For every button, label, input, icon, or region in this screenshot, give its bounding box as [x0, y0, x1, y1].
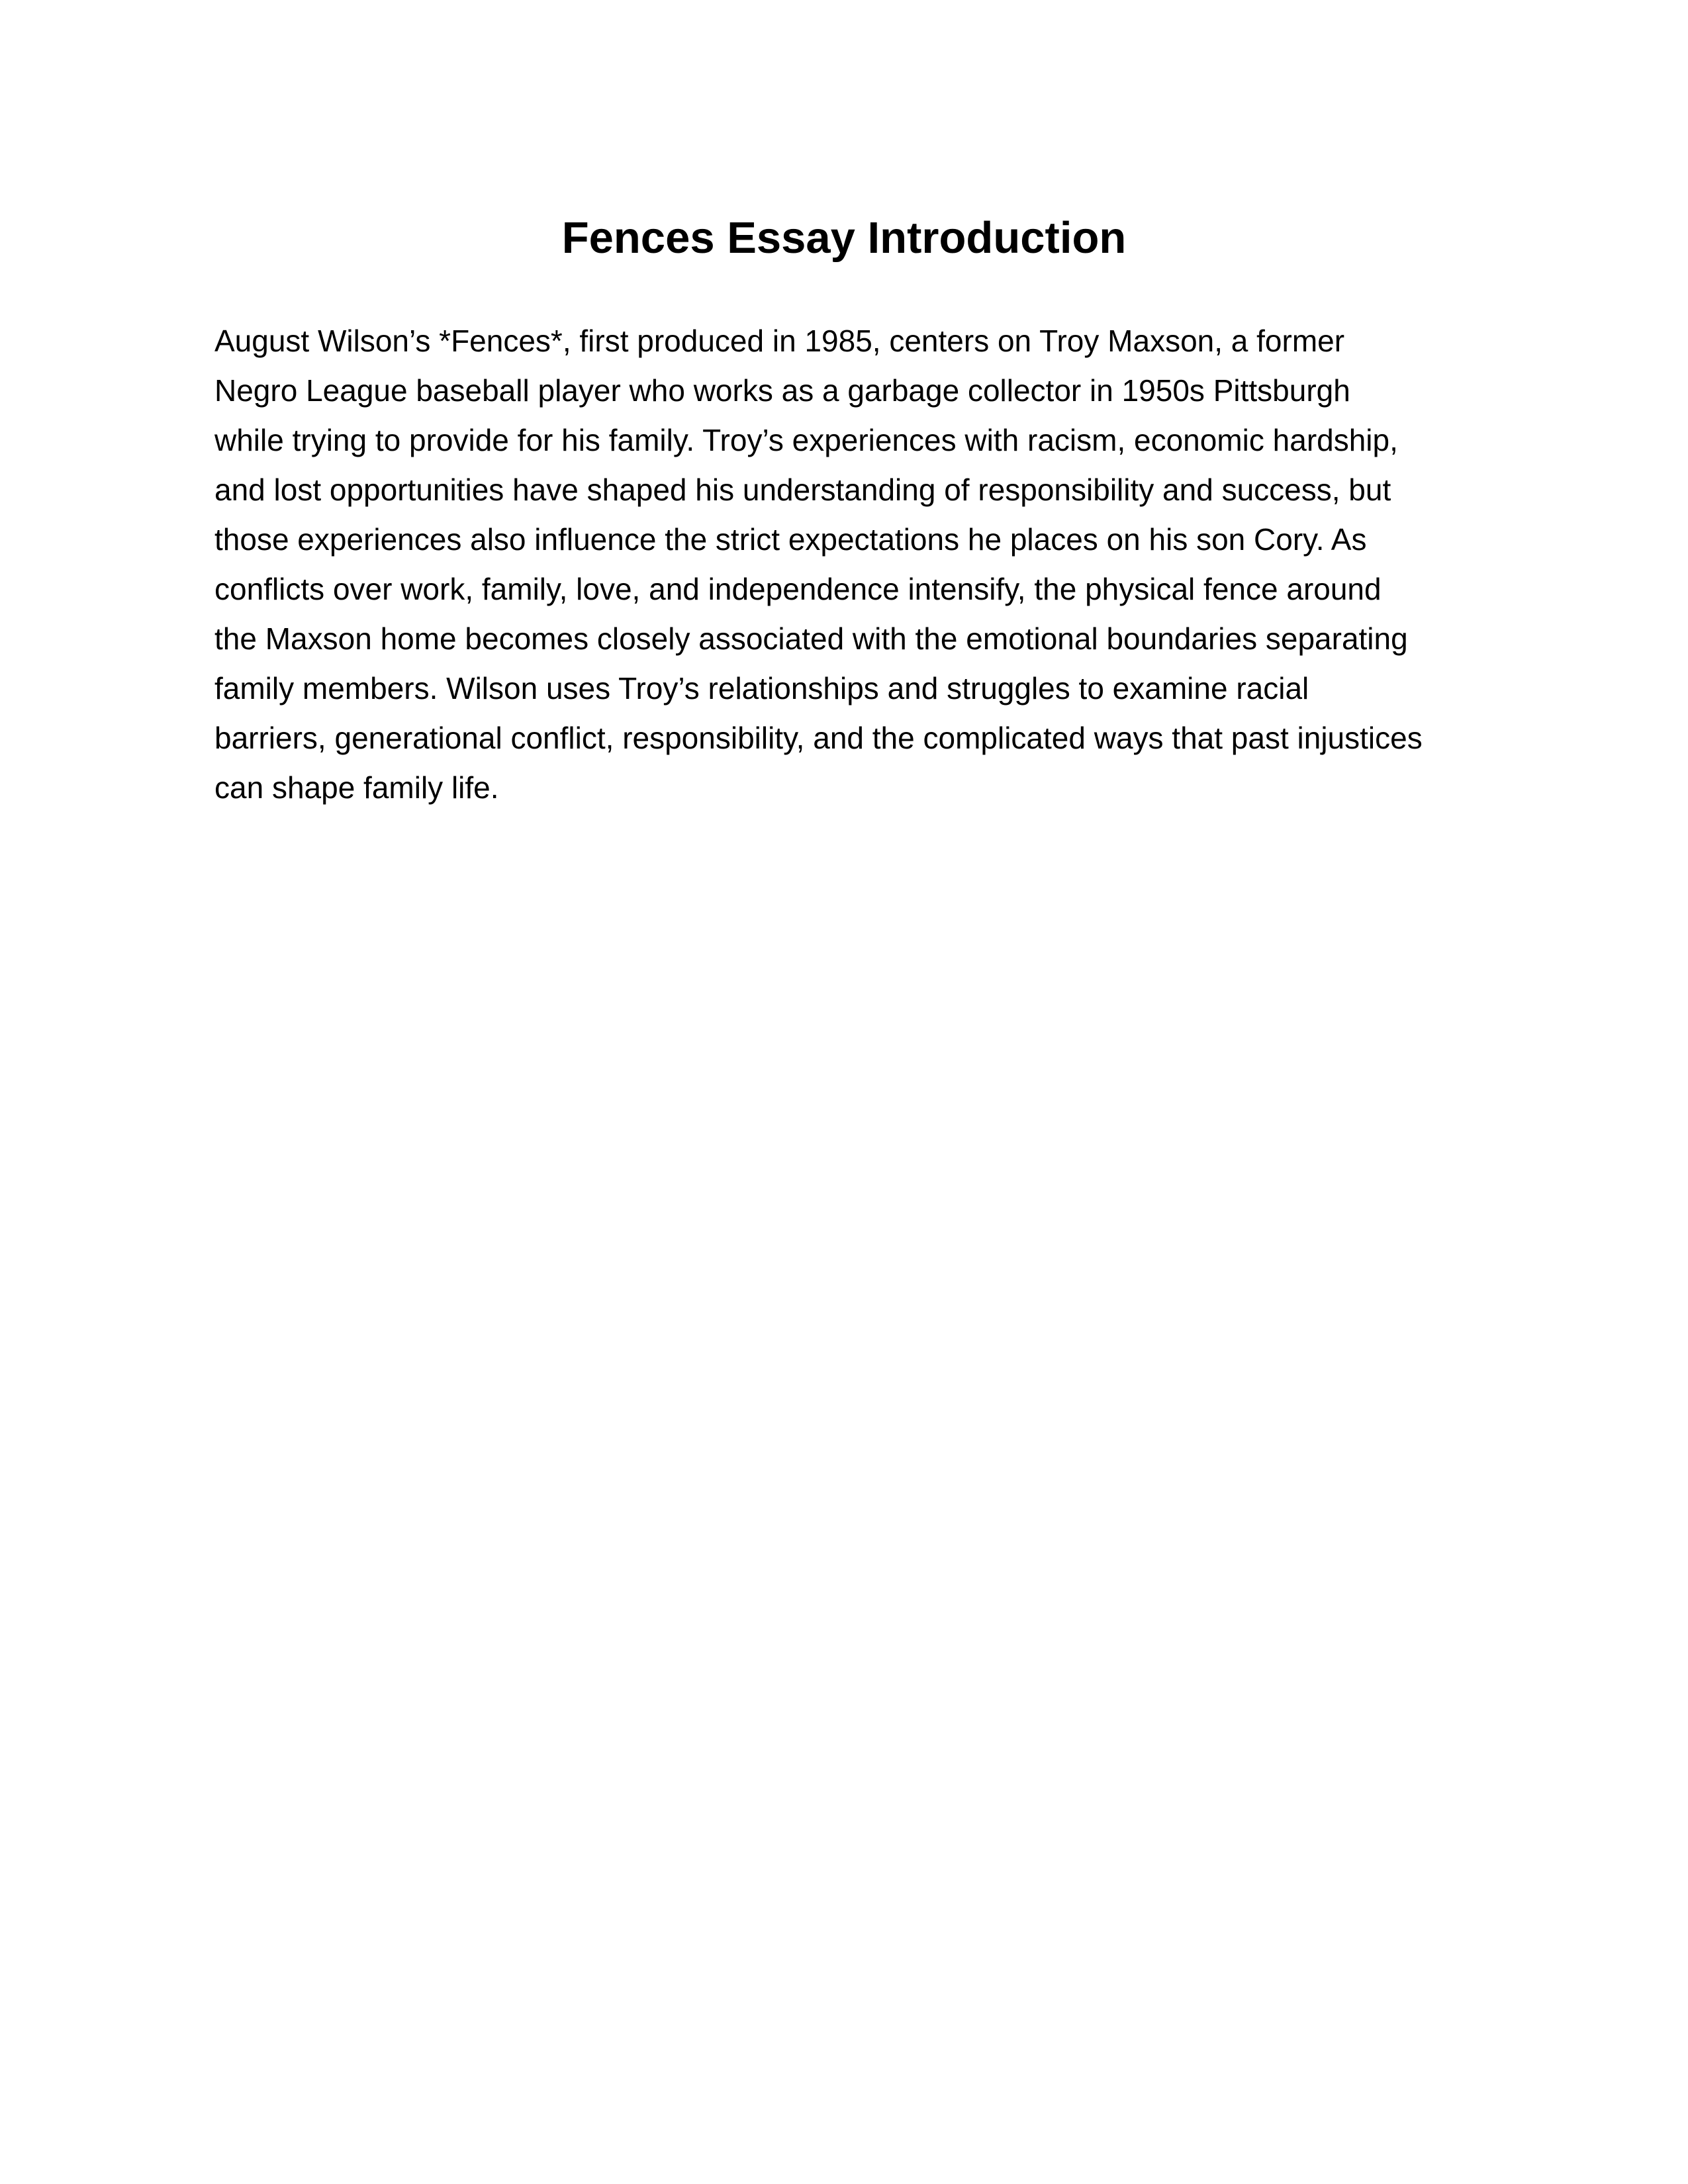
paragraph-line: can shape family life.: [214, 770, 499, 805]
paragraph-line: barriers, generational conflict, responsibility, and the complicated ways that past injustices: [214, 721, 1423, 755]
intro-paragraph: [214, 316, 1505, 813]
paragraph-line: those experiences also influence the strict expectations he places on his son Cory. As: [214, 522, 1367, 557]
paragraph-line: conflicts over work, family, love, and independence intensify, the physical fence around: [214, 572, 1382, 606]
paragraph-line: August Wilson’s *Fences*, first produced in 1985, centers on Troy Maxson, a former: [214, 324, 1345, 358]
paragraph-line: the Maxson home becomes closely associated with the emotional boundaries separating: [214, 621, 1408, 656]
paragraph-line: family members. Wilson uses Troy’s relationships and struggles to examine racial: [214, 671, 1309, 705]
paragraph-line: while trying to provide for his family. Troy’s experiences with racism, economic hardship,: [214, 423, 1398, 457]
paragraph-line: Negro League baseball player who works as a garbage collector in 1950s Pittsburgh: [214, 373, 1350, 408]
paragraph-line: and lost opportunities have shaped his understanding of responsibility and success, but: [214, 473, 1391, 507]
document-title: Fences Essay Introduction: [561, 213, 1127, 263]
